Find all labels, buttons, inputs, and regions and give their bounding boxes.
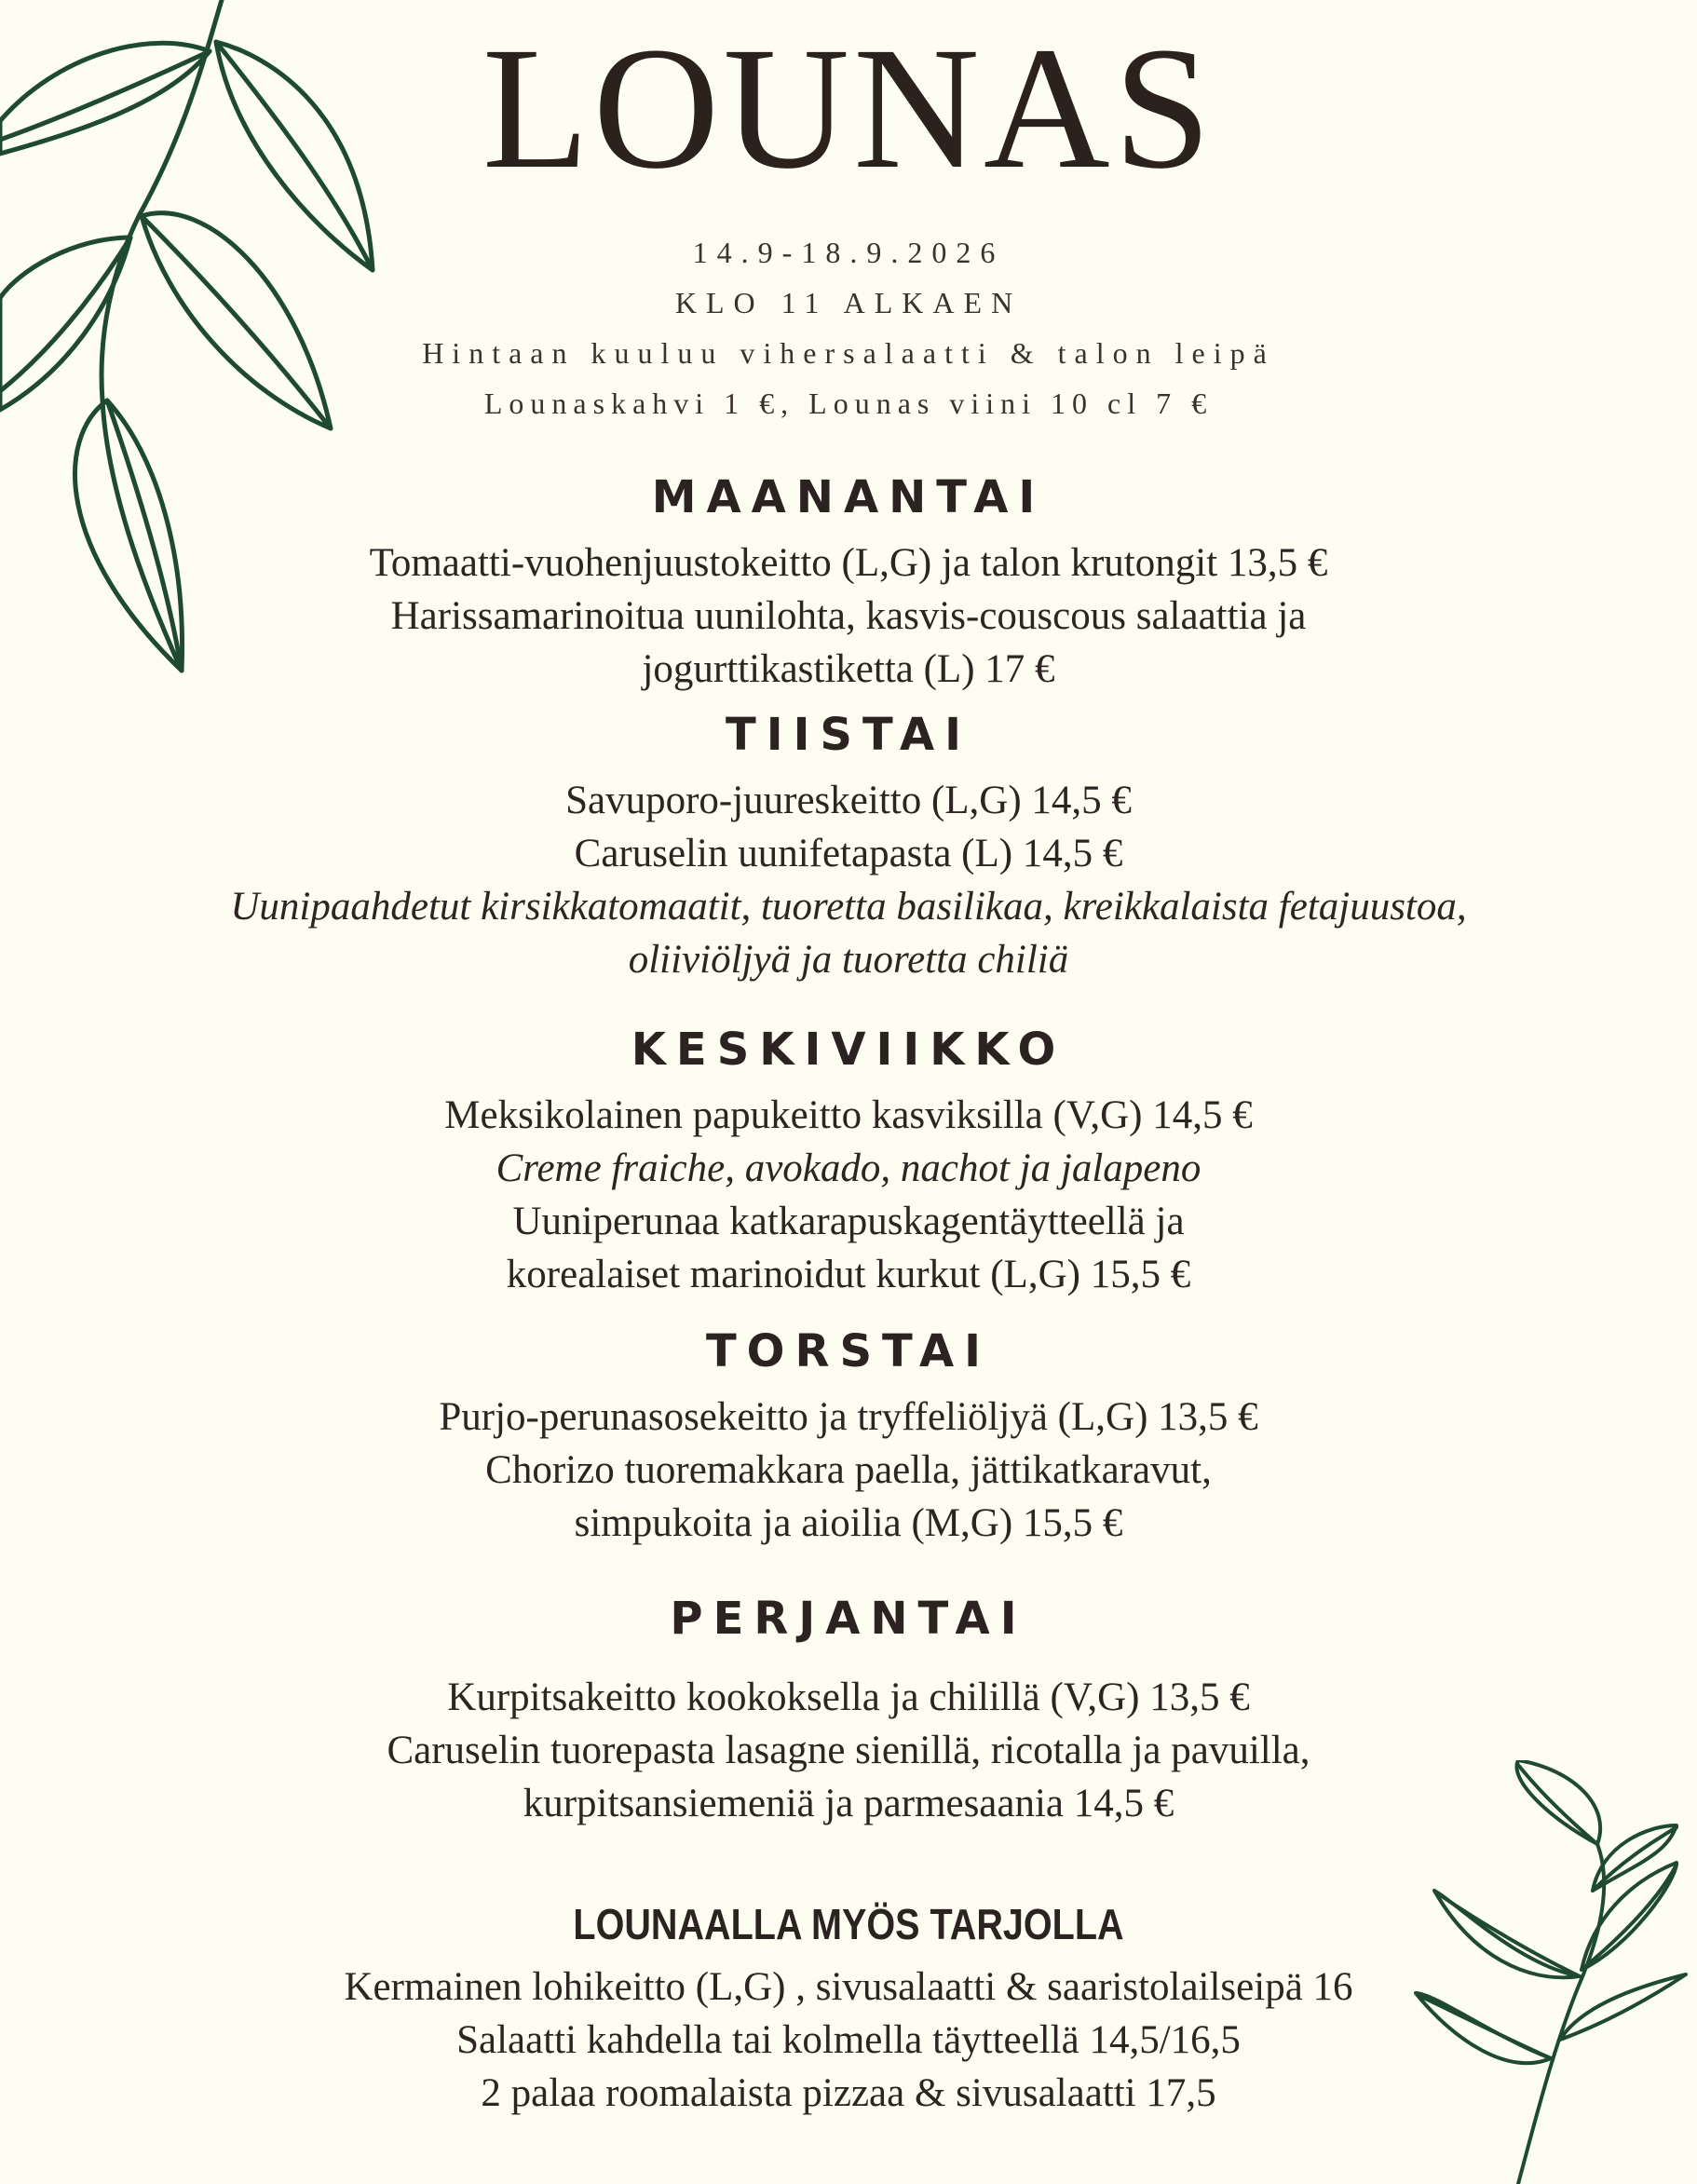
extras-prices: Lounaskahvi 1 €, Lounas viini 10 cl 7 € (483, 387, 1214, 420)
dish-line: Harissamarinoitua uunilohta, kasvis-couscous salaattia ja (390, 594, 1307, 638)
day-heading: TORSTAI (705, 1325, 992, 1377)
dish-line: Tomaatti-vuohenjuustokeitto (L,G) ja talon krutongit 13,5 € (369, 541, 1328, 585)
day-heading: KESKIVIIKKO (631, 1024, 1066, 1076)
dish-line: Kermainen lohikeitto (L,G) , sivusalaatti & saaristolailseipä 16 (344, 1965, 1353, 2009)
dish-line: Uuniperunaa katkarapuskagentäytteellä ja (512, 1200, 1185, 1243)
dish-line: Caruselin uunifetapasta (L) 14,5 € (574, 832, 1123, 875)
dish-line: simpukoita ja aioilia (M,G) 15,5 € (574, 1501, 1123, 1545)
day-section-monday (0, 471, 1697, 696)
day-heading: TIISTAI (725, 709, 972, 761)
dish-description: oliiviöljyä ja tuoretta chiliä (628, 938, 1069, 982)
extras-section (0, 1900, 1697, 2120)
day-heading: MAANANTAI (651, 471, 1046, 523)
dish-line: Savuporo-juureskeitto (L,G) 14,5 € (565, 779, 1132, 822)
dish-line: Meksikolainen papukeitto kasviksilla (V,G) 14,5 € (444, 1093, 1253, 1137)
dish-line: 2 palaa roomalaista pizzaa & sivusalaatti 17,5 (481, 2071, 1216, 2115)
dish-description: Uunipaahdetut kirsikkatomaatit, tuoretta basilikaa, kreikkalaista fetajuustoa, (230, 885, 1467, 929)
day-heading: PERJANTAI (670, 1593, 1027, 1645)
day-section-tuesday (0, 709, 1697, 986)
day-section-friday (0, 1593, 1697, 1830)
serving-time: KLO 11 ALKAEN (674, 286, 1023, 319)
dish-line: Salaatti kahdella tai kolmella täytteellä 14,5/16,5 (456, 2018, 1241, 2062)
day-section-wednesday (0, 1024, 1697, 1301)
price-includes: Hintaan kuuluu vihersalaatti & talon leipä (422, 336, 1275, 370)
dish-line: Caruselin tuorepasta lasagne sienillä, ricotalla ja pavuilla, (387, 1729, 1310, 1772)
dish-line: korealaiset marinoidut kurkut (L,G) 15,5 € (506, 1253, 1191, 1296)
dish-line: Kurpitsakeitto kookoksella ja chilillä (V,G) 13,5 € (447, 1675, 1250, 1719)
extras-heading: LOUNAALLA MYÖS TARJOLLA (573, 1900, 1124, 1948)
dish-line: Chorizo tuoremakkara paella, jättikatkaravut, (485, 1448, 1212, 1492)
header-info (0, 227, 1697, 428)
day-section-thursday (0, 1325, 1697, 1550)
date-range: 14.9-18.9.2026 (692, 236, 1005, 269)
page-title: LOUNAS (482, 10, 1215, 205)
dish-line: Purjo-perunasosekeitto ja tryffeliöljyä (L,G) 13,5 € (439, 1395, 1258, 1439)
dish-description: Creme fraiche, avokado, nachot ja jalapeno (496, 1146, 1201, 1190)
dish-line: kurpitsansiemeniä ja parmesaania 14,5 € (523, 1782, 1174, 1825)
dish-line: jogurttikastiketta (L) 17 € (642, 647, 1055, 691)
